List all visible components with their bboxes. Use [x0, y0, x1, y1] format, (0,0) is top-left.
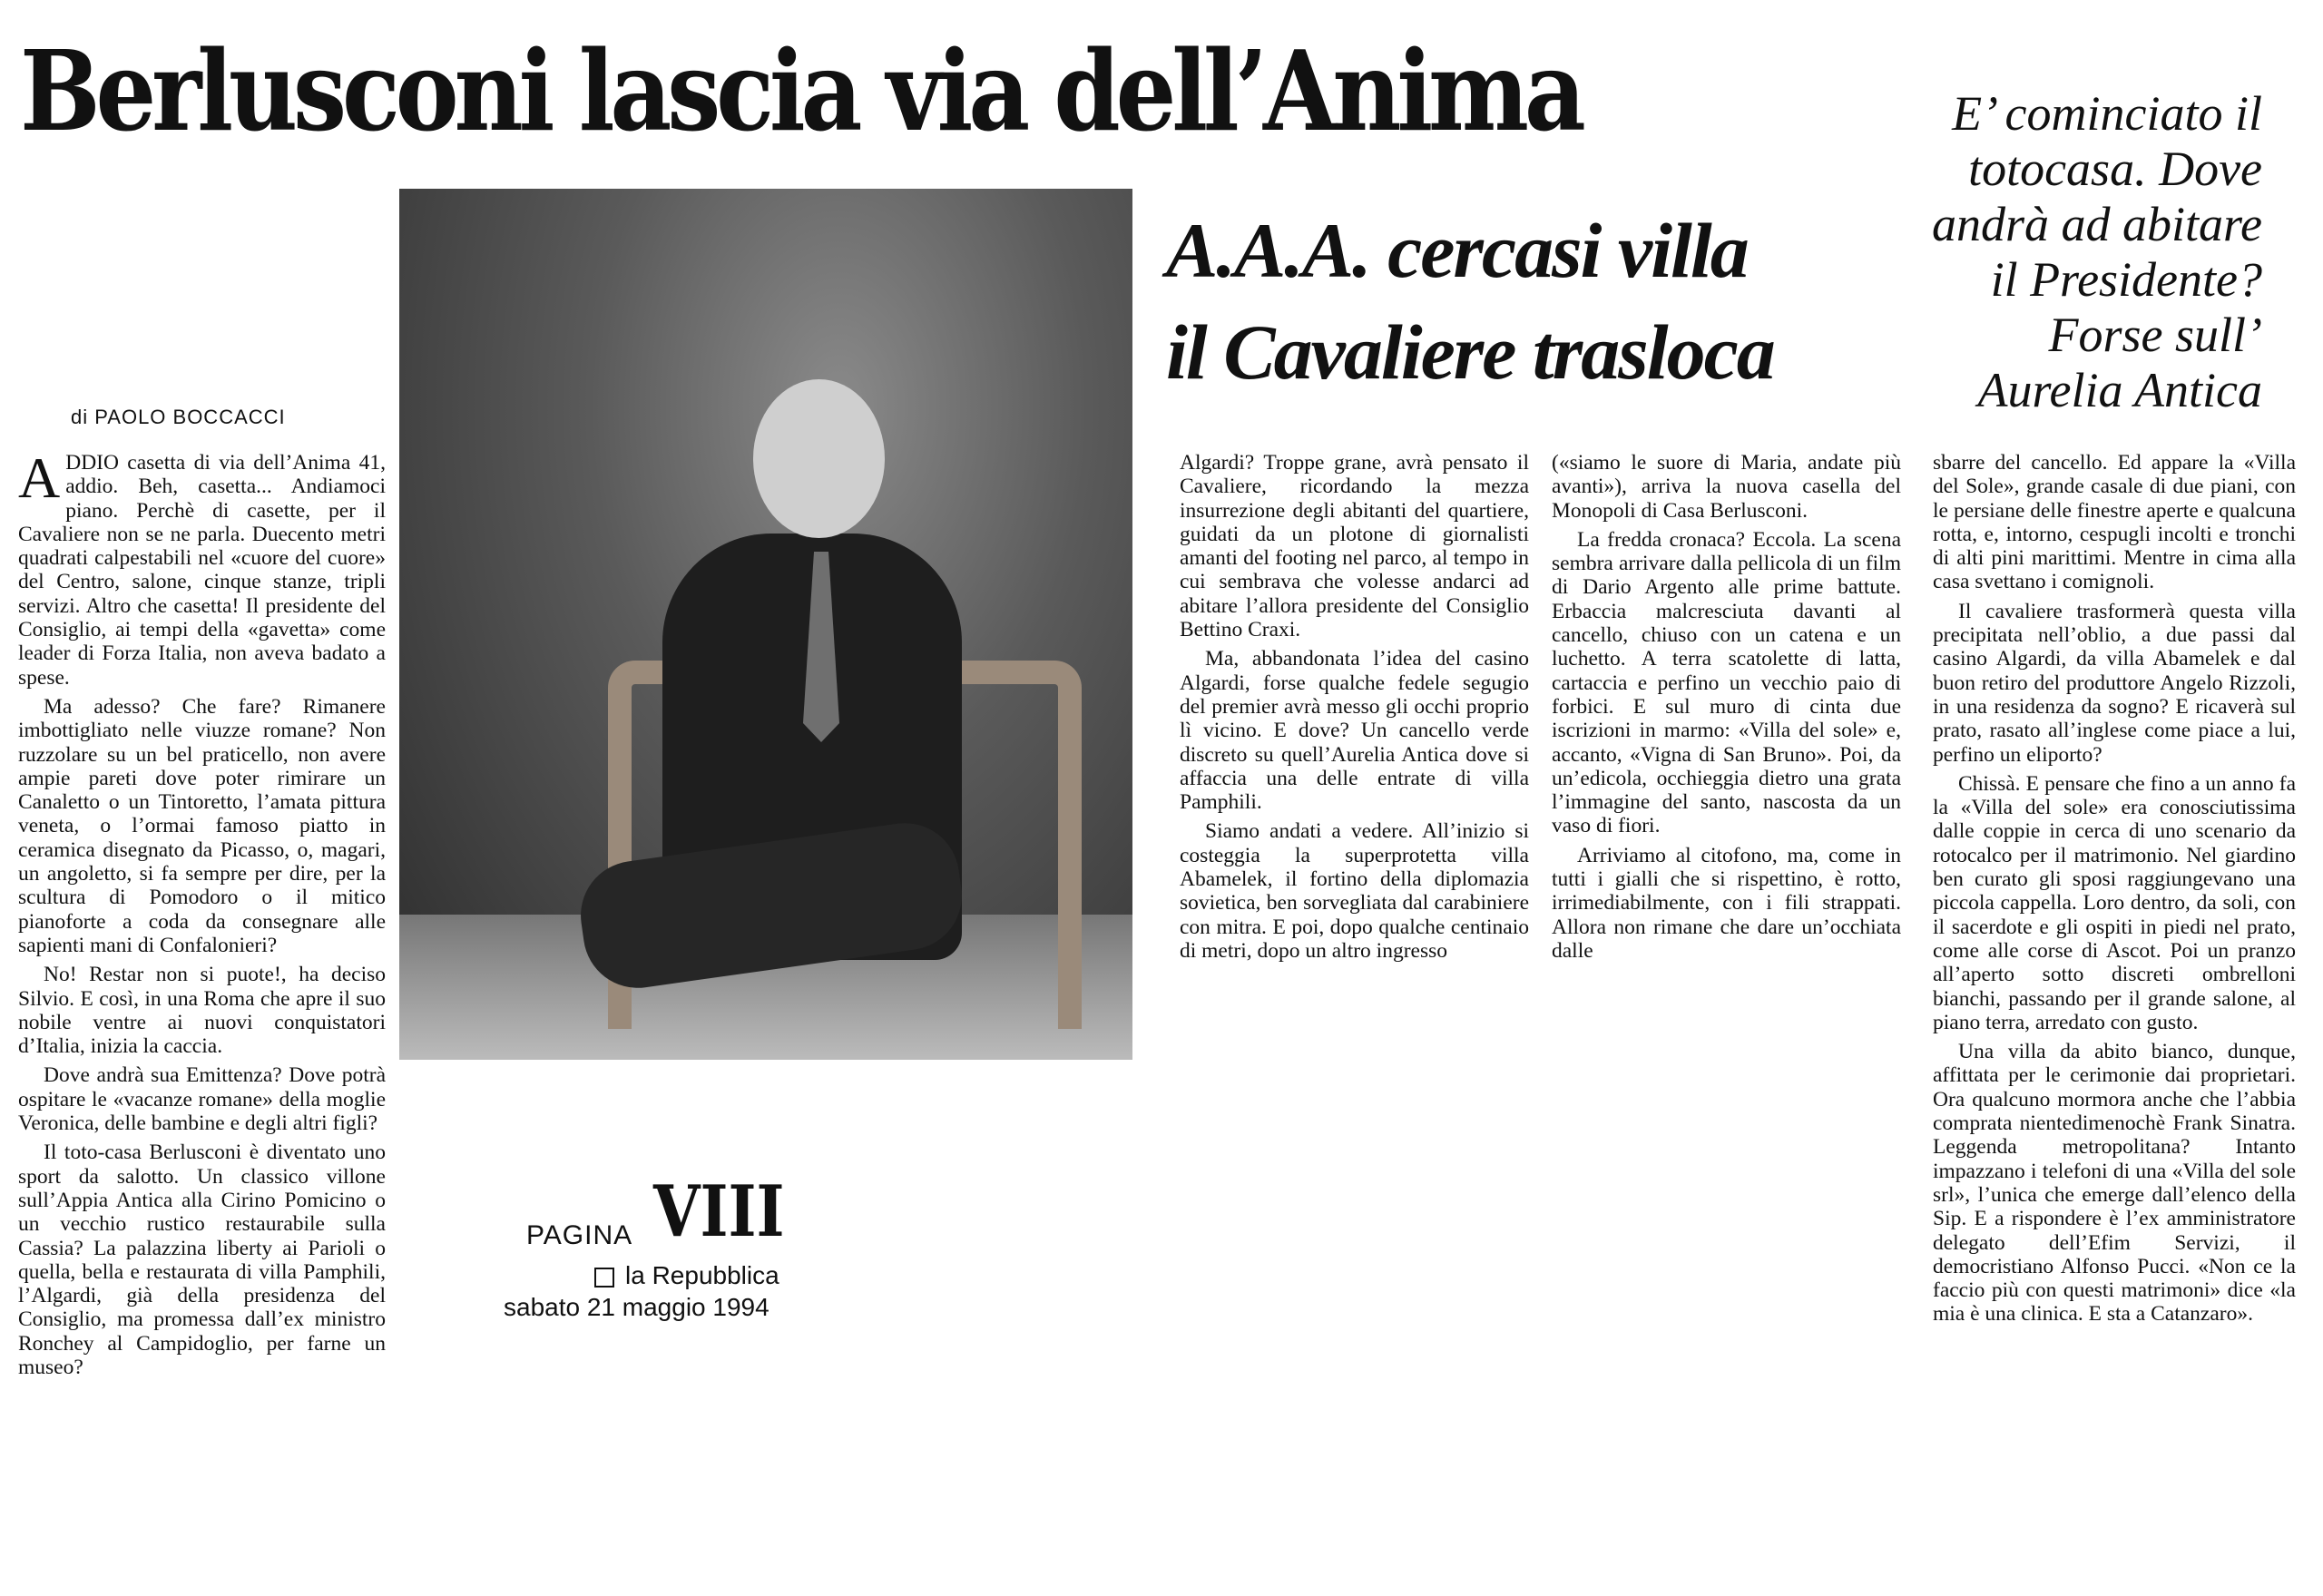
- article-paragraph: La fredda cronaca? Eccola. La scena sembra arrivare dalla pellicola di un film di Dario Argento alle prime battute. Erbaccia malcresciuta davanti al cancello, chiuso con un catena e un luchetto. A terra scatolette di latta, cartaccia e perfino un vecchio paio di forbici. E sul muro di cinta due iscrizioni in marmo: «Villa del sole» e, accanto, «Vigna di San Bruno». Poi, da un’edicola, occhieggia dietro una grata l’immagine del santo, nascosta da un vaso di fiori.: [1552, 527, 1901, 838]
- subheadline: [1166, 200, 1892, 403]
- article-paragraph: Chissà. E pensare che fino a un anno fa la «Villa del sole» era conosciutissima dalle coppie in cerca di uno scenario da rotocalco per il matrimonio. Nel giardino ben curato gli sposi raggiungevano una piccola cappella. Loro dentro, da soli, con il sacerdote e gli ospiti in piedi nel prato, come alle corse di Ascot. Poi un pranzo all’aperto sotto discreti ombrelloni bianchi, passando per il grande salone, al piano terra, arredato con gusto.: [1933, 771, 2296, 1034]
- headline: Berlusconi lascia via dell’Anima: [20, 25, 1582, 156]
- folio-date: sabato 21 maggio 1994: [504, 1293, 769, 1321]
- newspaper-name: la Repubblica: [625, 1261, 779, 1289]
- paragraph-text: DDIO casetta di via dell’Anima 41, addio. Beh, casetta... Andiamoci piano. Perchè di casette, per il Cavaliere non se ne parla. Duecento metri quadrati calpestabili nel «cuore del cuore» del Centro, salone, cinque stanze, tripli servizi. Altro che casetta! Il presidente del Consiglio, ai tempi della «gavetta» come leader di Forza Italia, non aveva badato a spese.: [18, 451, 386, 690]
- subheadline-line: A.A.A. cercasi villa: [1166, 207, 1748, 294]
- article-paragraph: Il toto-casa Berlusconi è diventato uno sport da salotto. Un classico villone sull’Appia Antica alla Cirino Pomicino o un vecchio rustico restaurabile sulla Cassia? La palazzina liberty ai Parioli o quella, bella e restaurata di villa Pamphili, l’Algardi, già della presidenza del Consiglio, ma promessa dall’ex ministro Ronchey al Campidoglio, per farne un museo?: [18, 1141, 386, 1379]
- deck-line: il Presidente?: [1990, 252, 2262, 307]
- article-paragraph: No! Restar non si puote!, ha deciso Silvio. E così, in una Roma che apre il suo nobile ventre ai nuovi conquistatori d’Italia, inizia la caccia.: [18, 963, 386, 1059]
- article-paragraph: Arriviamo al citofono, ma, come in tutti i gialli che si rispettino, è rotto, irrimediabilmente, con i fili strappati. Allora non rimane che dare un’occhiata dalle: [1552, 843, 1901, 963]
- deck-line: Forse sull’: [2048, 308, 2262, 362]
- article-paragraph: Siamo andati a vedere. All’inizio si costeggia la superprotetta villa Abamelek, il fortino della diplomazia sovietica, ben sorvegliata dal carabiniere con mitra. E poi, dopo qualche centinaio di metri, dopo un altro ingresso: [1180, 819, 1529, 963]
- byline: di PAOLO BOCCACCI: [71, 406, 286, 428]
- folio-newspaper: [594, 1261, 779, 1290]
- deck-line: andrà ad abitare: [1932, 197, 2262, 251]
- article-column-1: [18, 446, 386, 1385]
- deck-line: E’ cominciato il: [1952, 86, 2262, 141]
- article-paragraph: Algardi? Troppe grane, avrà pensato il Cavaliere, ricordando la mezza insurrezione degli abitanti del quartiere, guidati da un plotone di giornalisti amanti del footing nel parco, al tempo in cui sembrava che volesse andarci ad abitare l’allora presidente del Consiglio Bettino Craxi.: [1180, 451, 1529, 642]
- subheadline-line: il Cavaliere trasloca: [1166, 308, 1774, 396]
- article-paragraph: («siamo le suore di Maria, andate più avanti»), arriva la nuova casella del Monopoli di Casa Berlusconi.: [1552, 451, 1901, 523]
- article-paragraph: Ma adesso? Che fare? Rimanere imbottigliato nelle viuzze romane? Non ruzzolare su un bel praticello, non avere ampie pareti dove poter rimirare un Canaletto o un Tintoretto, l’amata pittura veneta, o l’ormai famoso piatto in ceramica disegnato da Picasso, o, magari, un angoletto, si fa sempre per dire, per la scultura di Pomodoro o il mitico pianoforte a coda da consegnare alle sapienti mani di Confalonieri?: [18, 694, 386, 957]
- deck-line: totocasa. Dove: [1968, 142, 2262, 196]
- article-column-4: [1933, 451, 2296, 1332]
- article-paragraph: Ma, abbandonata l’idea del casino Algardi, forse qualche fedele segugio del premier avrà messo gli occhi proprio lì vicino. E dove? Un cancello verde discreto su quell’Aurelia Antica dove si affaccia una delle entrate di villa Pamphili.: [1180, 647, 1529, 815]
- article-column-2: [1180, 451, 1529, 968]
- deck-line: Aurelia Antica: [1977, 363, 2262, 417]
- drop-cap: A: [18, 446, 61, 510]
- article-paragraph: sbarre del cancello. Ed appare la «Villa del Sole», grande casale di due piani, con le persiane delle finestre aperte e qualcuna rotta, e, intorno, cespugli incolti e tronchi di alti pini marittimi. Mentre in cima alla casa svettano i comignoli.: [1933, 451, 2296, 594]
- article-paragraph: [18, 446, 386, 690]
- checkbox-square-icon: [594, 1268, 614, 1288]
- portrait-photo: [399, 189, 1132, 1060]
- folio-page-number: VIII: [653, 1170, 785, 1253]
- folio-label: PAGINA: [526, 1220, 633, 1250]
- article-paragraph: Una villa da abito bianco, dunque, affittata per le cerimonie dai proprietari. Ora qualcuno mormora anche che l’abbia comprata nientedimenochè Frank Sinatra. Leggenda metropolitana? Intanto impazzano i telefoni di una «Villa del sole srl», l’unica che emerge dall’elenco della Sip. E a rispondere è l’ex amministratore delegato dell’Efim Servizi, il democristiano Alfonso Pucci. «Non ce la faccio più con questi matrimoni» dice «la mia è una clinica. E sta a Catanzaro».: [1933, 1040, 2296, 1327]
- article-column-3: [1552, 451, 1901, 968]
- article-paragraph: Dove andrà sua Emittenza? Dove potrà ospitare le «vacanze romane» della moglie Veronica, delle bambine e degli altri figli?: [18, 1063, 386, 1136]
- photo-head: [753, 379, 885, 538]
- article-paragraph: Il cavaliere trasformerà questa villa precipitata nell’oblio, a due passi dal casino Algardi, da villa Abamelek e dal buon retiro del produttore Angelo Rizzoli, in una residenza da sogno? E ricaverà sul prato, rasato all’inglese come piace a lui, perfino un eliporto?: [1933, 599, 2296, 767]
- deck: [1922, 86, 2262, 418]
